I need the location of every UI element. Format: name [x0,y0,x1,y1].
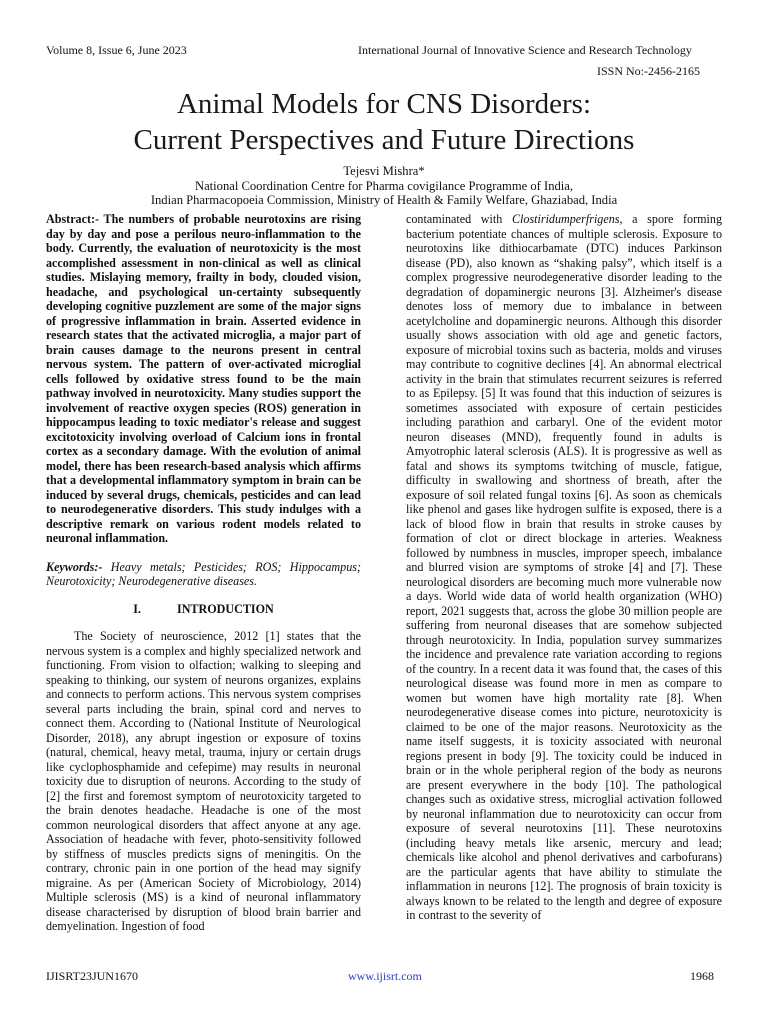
author-block [0,164,768,208]
intro-paragraph: The Society of neuroscience, 2012 [1] states that the nervous system is a complex and highly specialized network and functioning. From vision to olfaction; walking to sleeping and speaking to thinking, our system of neurons organizes, explains and connects to perform actions. This nervous system comprises several parts including the brain, spinal cord and nerves to connect them. According to (National Institute of Neurological Disorder, 2018), any abrupt ingestion or exposure of toxins (natural, chemical, heavy metal, trauma, injury or certain drugs like cyclophosphamide and cefepime) may results in neuronal toxicity due to disruption of neurons. According to the study of [2] the first and foremost symptom of neurotoxicity targeted to the brain denotes headache. Headache is one of the most common neurological disorders that affect anyone at any age. Association of headache with fever, photo-sensitivity followed by stiffness of muscles predicts signs of meningitis. On the contrary, chronic pain in one portion of the head may signify migraine. As per (American Society of Microbiology, 2014) Multiple sclerosis (MS) is a kind of neuronal inflammatory disease characterised by disruption of blood brain barrier and demyelination. Ingestion of food [46,629,361,933]
issn: ISSN No:-2456-2165 [597,64,701,78]
paper-id: IJISRT23JUN1670 [46,969,138,983]
title-line-1: Animal Models for CNS Disorders: [176,88,592,120]
journal-url[interactable]: www.ijisrt.com [348,969,422,983]
affiliation-line-2: Indian Pharmacopoeia Commission, Ministry of Health & Family Welfare, Ghaziabad, India [150,193,618,207]
volume-info: Volume 8, Issue 6, June 2023 [46,43,187,57]
intro-continued-text: , a spore forming bacterium potentiate chances of multiple sclerosis. Exposure to neurotoxins like dithiocarbamate (DTC) induces Parkinson disease (PD), also known as “shaking palsy”, which itself is a complex progressive neurodegenerative disorder leading to the degradation of dopaminergic neurons [3]. Alzheimer's disease denotes loss of memory due to imbalance in between acetylcholine and dopaminergic neurons. Although this disorder usually shows association with old age and genetic factors, exposure of microbial toxins such as bacteria, molds and viruses may contribute to cognitive declines [4]. An abnormal electrical activity in the brain that stimulates recurrent seizures is referred to as Epilepsy. [5] It was found that this induction of seizures is sometimes associated with exposure of certain pesticides including parathion and carbaryl. One of the evident motor neuron diseases (MND), frequently found in adults is Amyotrophic lateral sclerosis (ALS). It is progressive as well as fatal and shows its symptoms twitching of muscle, fatigue, difficulty in swallowing and shortness of breath, after the exposure of soil related fungal toxins [6]. As soon as chemicals like phenol and gases like hydrogen sulfite is exposed, there is a lack of blood flow in brain that results in stroke causes by formation of clot or direct blockage in arteries. Weakness followed by numbness in muscles, improper speech, imbalance and blurred vision are symptoms of stroke [4] and [7]. These neurological disorders are becoming much more vulnerable now a days. World wide data of world health organization (WHO) report, 2021 suggests that, across the globe 30 million people are suffering from neuronal diseases that are somehow subjected through neurotoxicity. In India, population survey summarizes the incidence and prevalence rate variation according to regions of the country. In a recent data it was found that, the cases of this neurological disease was found more in men as compare to women but women have high mortality rate [8]. When neurodegenerative disease comes into picture, neurotoxicity is claimed to be one of the major reasons. Neurotoxicity as the name itself suggests, it is toxicity associated with neuronal regions present in body [9]. The toxicity could be induced in brain or in the whole peripheral region of the body as neurons are present everywhere in the body [10]. The pathological changes such as oxidative stress, microglial activation followed by neuronal inflammation due to neurotoxicity can occur from exposure of several neurotoxins [11]. These neurotoxins (including heavy metals like arsenic, mercury and lead; chemicals like alcohol and phenol derivatives and carbofurans) are the particular agents that have ability to stimulate the inflammation in neurons [12]. The prognosis of brain toxicity is always known to be related to the length and degree of exposure in contrast to the severity of [406,212,722,922]
intro-continued-start: contaminated with [406,212,512,226]
paper-title [0,86,768,158]
section-heading [46,602,361,617]
title-line-2: Current Perspectives and Future Directions [133,124,635,156]
journal-name: International Journal of Innovative Science and Research Technology [358,43,692,57]
keywords-label: Keywords:- [46,559,103,574]
keywords-text: Heavy metals; Pesticides; ROS; Hippocampus; Neurotoxicity; Neurodegenerative diseases. [46,559,361,588]
section-number: I. [133,601,141,616]
page-number: 1968 [690,969,714,983]
section-title: INTRODUCTION [176,601,274,616]
left-column [46,212,361,934]
right-column [406,212,722,923]
keywords [46,560,361,589]
organism-name: Clostiridumperfrigens [511,212,620,226]
affiliation-line-1: National Coordination Centre for Pharma covigilance Programme of India, [194,178,574,193]
abstract: Abstract:- The numbers of probable neurotoxins are rising day by day and pose a perilous neuro-inflammation to the body. Currently, the evaluation of neurotoxicity is the most accomplished assessment in non-clinical as well as clinical studies. Mislaying memory, frailty in body, clouded vision, headache, and psychological un-certainty subsequently developing cognitive puzzlement are some of the major signs of progressive inflammation in brain. Asserted evidence in research states that the activated microglia, a major part of brain causes damage to the neurons present in central nervous system. The pattern of over-activated microglial cells followed by oxidative stress found to be the main pathway involved in neurotoxicity. Many studies support the involvement of reactive oxygen species (ROS) generation in hippocampus leading to toxic mediator's release and suggest excitotoxicity involving overload of Calcium ions in frontal cortex as a secondary damage. With the evolution of animal model, there has been research-based analysis which affirms that a developmental inflammatory symptom in brain can be induced by several drugs, chemicals, pesticides and can lead to neurodegenerative disorders. This study indulges with a descriptive remark on various rodent models related to neuronal inflammation. [46,212,361,545]
intro-paragraph-continued [406,212,722,923]
author-name: Tejesvi Mishra* [343,164,425,178]
